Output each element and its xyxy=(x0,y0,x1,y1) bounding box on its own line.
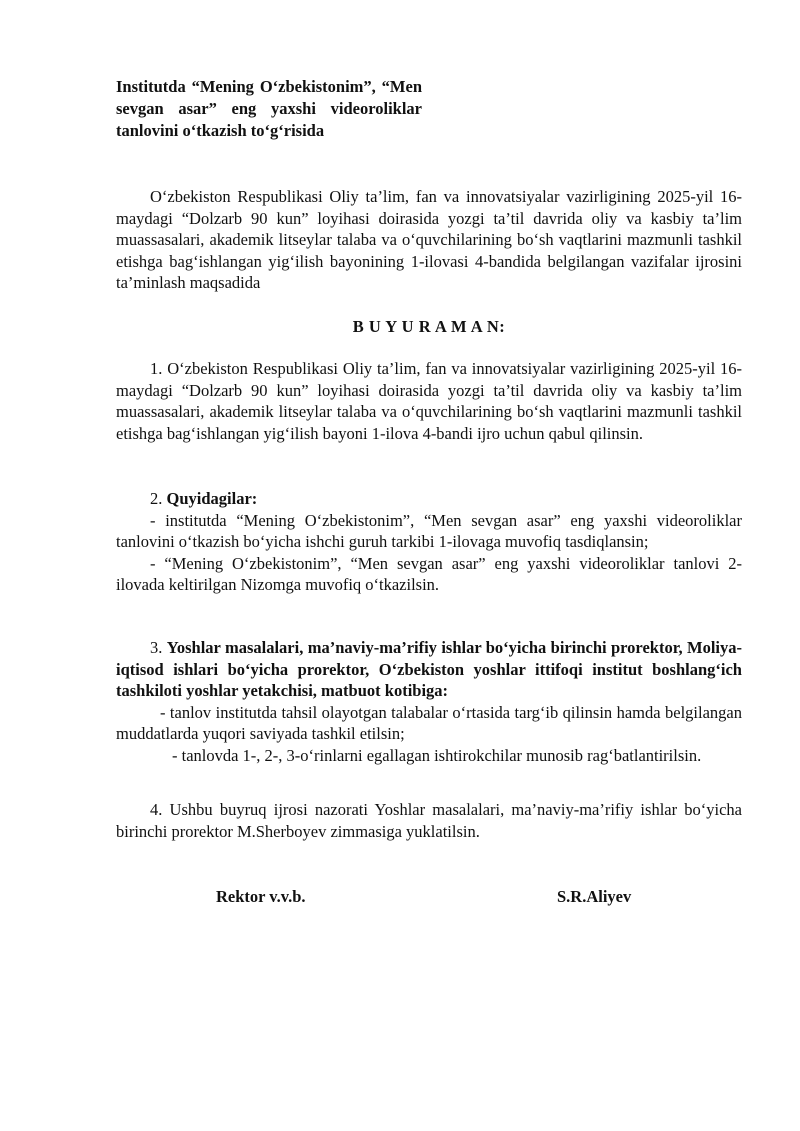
order-item-2-sub-a: - institutda “Mening O‘zbekistonim”, “Men sevgan asar” eng yaxshi videoroliklar tanlovini o‘tkazish bo‘yicha ishchi guruh tarkibi 1-ilovaga muvofiq tasdiqlansin; xyxy=(116,510,742,551)
order-item-3-sub-a: - tanlov institutda tahsil olayotgan talabalar o‘rtasida targ‘ib qilinsin hamda belgilangan muddatlarda yuqori saviyada tashkil etilsin; xyxy=(116,702,742,743)
order-item-2 xyxy=(116,488,742,596)
order-item-2-heading: Quyidagilar: xyxy=(166,489,258,508)
signature-name: S.R.Aliyev xyxy=(557,887,632,906)
order-item-3-number: 3. xyxy=(150,638,163,657)
order-item-2-heading-line xyxy=(116,488,742,510)
signature-position: Rektor v.v.b. xyxy=(216,887,306,906)
order-item-2-sub-b: - “Mening O‘zbekistonim”, “Men sevgan asar” eng yaxshi videoroliklar tanlovi 2-ilovada keltirilgan Nizomga muvofiq o‘tkazilsin. xyxy=(116,553,742,594)
order-item-1: 1. O‘zbekiston Respublikasi Oliy ta’lim, fan va innovatsiyalar vazirligining 2025-yil 16-maydagi “Dolzarb 90 kun” loyihasi doirasida yozgi ta’til davrida oliy va kasbiy ta’lim muassasalari, akademik litseylar talaba va o‘quvchilarining bo‘sh vaqtlarini mazmunli tashkil etishga bag‘ishlangan yig‘ilish bayoni 1-ilova 4-bandi ijro uchun qabul qilinsin. xyxy=(116,359,742,443)
order-item-3-heading: Yoshlar masalalari, ma’naviy-ma’rifiy ishlar bo‘yicha birinchi prorektor, Moliya-iqtisod ishlari bo‘yicha prorektor, O‘zbekiston yoshlar ittifoqi institut boshlang‘ich tashkiloti yoshlar yetakchisi, matbuot kotibiga: xyxy=(116,638,742,700)
document-title: Institutda “Mening O‘zbekistonim”, “Men sevgan asar” eng yaxshi videoroliklar tanlovini o‘tkazish to‘g‘risida xyxy=(116,77,422,140)
preamble-paragraph: O‘zbekiston Respublikasi Oliy ta’lim, fan va innovatsiyalar vazirligining 2025-yil 16-maydagi “Dolzarb 90 kun” loyihasi doirasida yozgi ta’til davrida oliy va kasbiy ta’lim muassasalari, akademik litseylar talaba va o‘quvchilarining bo‘sh vaqtlarini mazmunli tashkil etishga bag‘ishlangan yig‘ilish bayonining 1-ilovasi 4-bandida belgilangan vazifalar ijrosini ta’minlash maqsadida xyxy=(116,187,742,292)
order-item-3 xyxy=(116,637,742,766)
order-heading: B U Y U R A M A N: xyxy=(352,317,506,336)
order-item-3-sub-b: - tanlovda 1-, 2-, 3-o‘rinlarni egallagan ishtirokchilar munosib rag‘batlantirilsin. xyxy=(172,745,702,765)
order-item-3-heading-line xyxy=(116,637,742,702)
order-item-2-number: 2. xyxy=(150,489,163,508)
order-item-4: 4. Ushbu buyruq ijrosi nazorati Yoshlar masalalari, ma’naviy-ma’rifiy ishlar bo‘yicha birinchi prorektor M.Sherboyev zimmasiga yuklatilsin. xyxy=(116,800,742,841)
